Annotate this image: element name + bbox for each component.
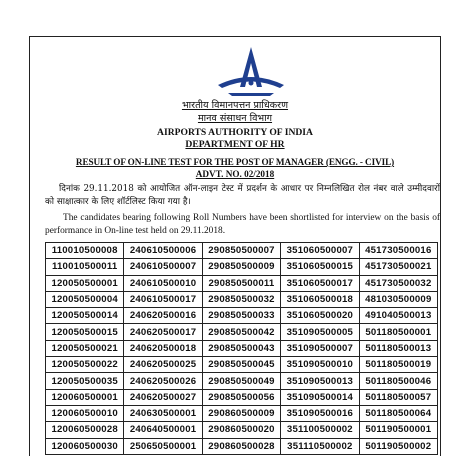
roll-number-cell: 110010500011 (46, 259, 124, 275)
table-row (46, 243, 438, 259)
table-row (46, 389, 438, 405)
table-row (46, 291, 438, 307)
table-row (46, 259, 438, 275)
advertisement-number: ADVT. NO. 02/2018 (195, 169, 275, 179)
roll-number-cell: 290850500043 (202, 340, 280, 356)
roll-number-cell: 240610500006 (124, 243, 202, 259)
roll-number-cell: 240640500001 (124, 422, 202, 438)
roll-number-cell: 451730500021 (359, 259, 437, 275)
roll-number-cell: 351060500020 (281, 308, 359, 324)
roll-number-cell: 120050500014 (46, 308, 124, 324)
roll-number-cell: 120060500030 (46, 438, 124, 454)
department-name: DEPARTMENT OF HR (185, 139, 285, 150)
table-row (46, 324, 438, 340)
roll-number-cell: 501180500019 (359, 357, 437, 373)
roll-number-cell: 451730500016 (359, 243, 437, 259)
roll-number-cell: 120060500010 (46, 405, 124, 421)
roll-number-cell: 290860500028 (202, 438, 280, 454)
roll-number-cell: 240610500017 (124, 291, 202, 307)
table-row (46, 438, 438, 454)
roll-number-cell: 351090500010 (281, 357, 359, 373)
roll-number-cell: 501190500002 (359, 438, 437, 454)
roll-number-cell: 351060500018 (281, 291, 359, 307)
english-paragraph: The candidates bearing following Roll Numbers have been shortlisted for interview on the basis of performance in On-line test held on 29.11.2018. (45, 213, 440, 236)
hindi-department-name: मानव संसाधन विभाग (197, 113, 273, 124)
roll-number-cell: 351090500016 (281, 405, 359, 421)
table-row (46, 373, 438, 389)
table-row (46, 308, 438, 324)
roll-number-cell: 351060500007 (281, 243, 359, 259)
roll-number-cell: 351090500013 (281, 373, 359, 389)
roll-number-cell: 290850500007 (202, 243, 280, 259)
result-title: RESULT OF ON-LINE TEST FOR THE POST OF MANAGER (ENGG. - CIVIL) (75, 157, 395, 167)
hindi-organization-name: भारतीय विमानपत्तन प्राधिकरण (181, 100, 289, 111)
roll-number-cell: 451730500032 (359, 275, 437, 291)
table-row (46, 340, 438, 356)
roll-number-cell: 290850500042 (202, 324, 280, 340)
aai-logo (206, 45, 296, 101)
roll-number-cell: 120050500021 (46, 340, 124, 356)
roll-number-cell: 491040500013 (359, 308, 437, 324)
roll-number-cell: 250650500001 (124, 438, 202, 454)
hindi-paragraph: दिनांक 29.11.2018 को आयोजित ऑन-लाइन टेस्ट में प्रदर्शन के आधार पर निम्नलिखित रोल नंबर वाले उम्मीदवारों को साक्षात्कार के लिए शॉर्टलिस्ट किया गया है। (45, 184, 440, 207)
roll-number-cell: 501190500001 (359, 422, 437, 438)
roll-number-cell: 290850500009 (202, 259, 280, 275)
roll-number-cell: 240620500018 (124, 340, 202, 356)
roll-number-cell: 481030500009 (359, 291, 437, 307)
roll-number-cell: 120060500028 (46, 422, 124, 438)
roll-number-cell: 351090500007 (281, 340, 359, 356)
roll-number-cell: 240620500017 (124, 324, 202, 340)
roll-number-cell: 290850500033 (202, 308, 280, 324)
roll-number-cell: 290850500045 (202, 357, 280, 373)
roll-number-cell: 351090500014 (281, 389, 359, 405)
roll-number-cell: 501180500064 (359, 405, 437, 421)
roll-number-cell: 240620500016 (124, 308, 202, 324)
table-row (46, 357, 438, 373)
table-row (46, 422, 438, 438)
roll-number-cell: 110010500008 (46, 243, 124, 259)
roll-number-cell: 351090500005 (281, 324, 359, 340)
roll-number-cell: 351060500017 (281, 275, 359, 291)
roll-number-cell: 120050500022 (46, 357, 124, 373)
roll-number-cell: 290850500049 (202, 373, 280, 389)
roll-number-cell: 240610500007 (124, 259, 202, 275)
roll-number-cell: 351110500002 (281, 438, 359, 454)
roll-number-cell: 351060500015 (281, 259, 359, 275)
roll-number-cell: 240610500010 (124, 275, 202, 291)
table-row (46, 275, 438, 291)
roll-number-cell: 290850500056 (202, 389, 280, 405)
roll-number-cell: 501180500057 (359, 389, 437, 405)
roll-number-cell: 240620500025 (124, 357, 202, 373)
roll-number-cell: 290860500009 (202, 405, 280, 421)
roll-number-cell: 290860500020 (202, 422, 280, 438)
organization-name: AIRPORTS AUTHORITY OF INDIA (157, 127, 313, 138)
roll-number-cell: 290850500011 (202, 275, 280, 291)
roll-number-cell: 501180500046 (359, 373, 437, 389)
roll-number-cell: 120050500015 (46, 324, 124, 340)
roll-number-table (45, 242, 438, 455)
notice-page (29, 36, 441, 456)
roll-number-cell: 120050500004 (46, 291, 124, 307)
roll-number-cell: 120050500001 (46, 275, 124, 291)
roll-number-cell: 290850500032 (202, 291, 280, 307)
roll-number-cell: 351100500002 (281, 422, 359, 438)
roll-number-cell: 240620500027 (124, 389, 202, 405)
roll-number-cell: 240630500001 (124, 405, 202, 421)
roll-number-cell: 501180500001 (359, 324, 437, 340)
table-row (46, 405, 438, 421)
roll-number-cell: 120060500001 (46, 389, 124, 405)
roll-number-cell: 120050500035 (46, 373, 124, 389)
roll-number-cell: 501180500013 (359, 340, 437, 356)
roll-number-cell: 240620500026 (124, 373, 202, 389)
